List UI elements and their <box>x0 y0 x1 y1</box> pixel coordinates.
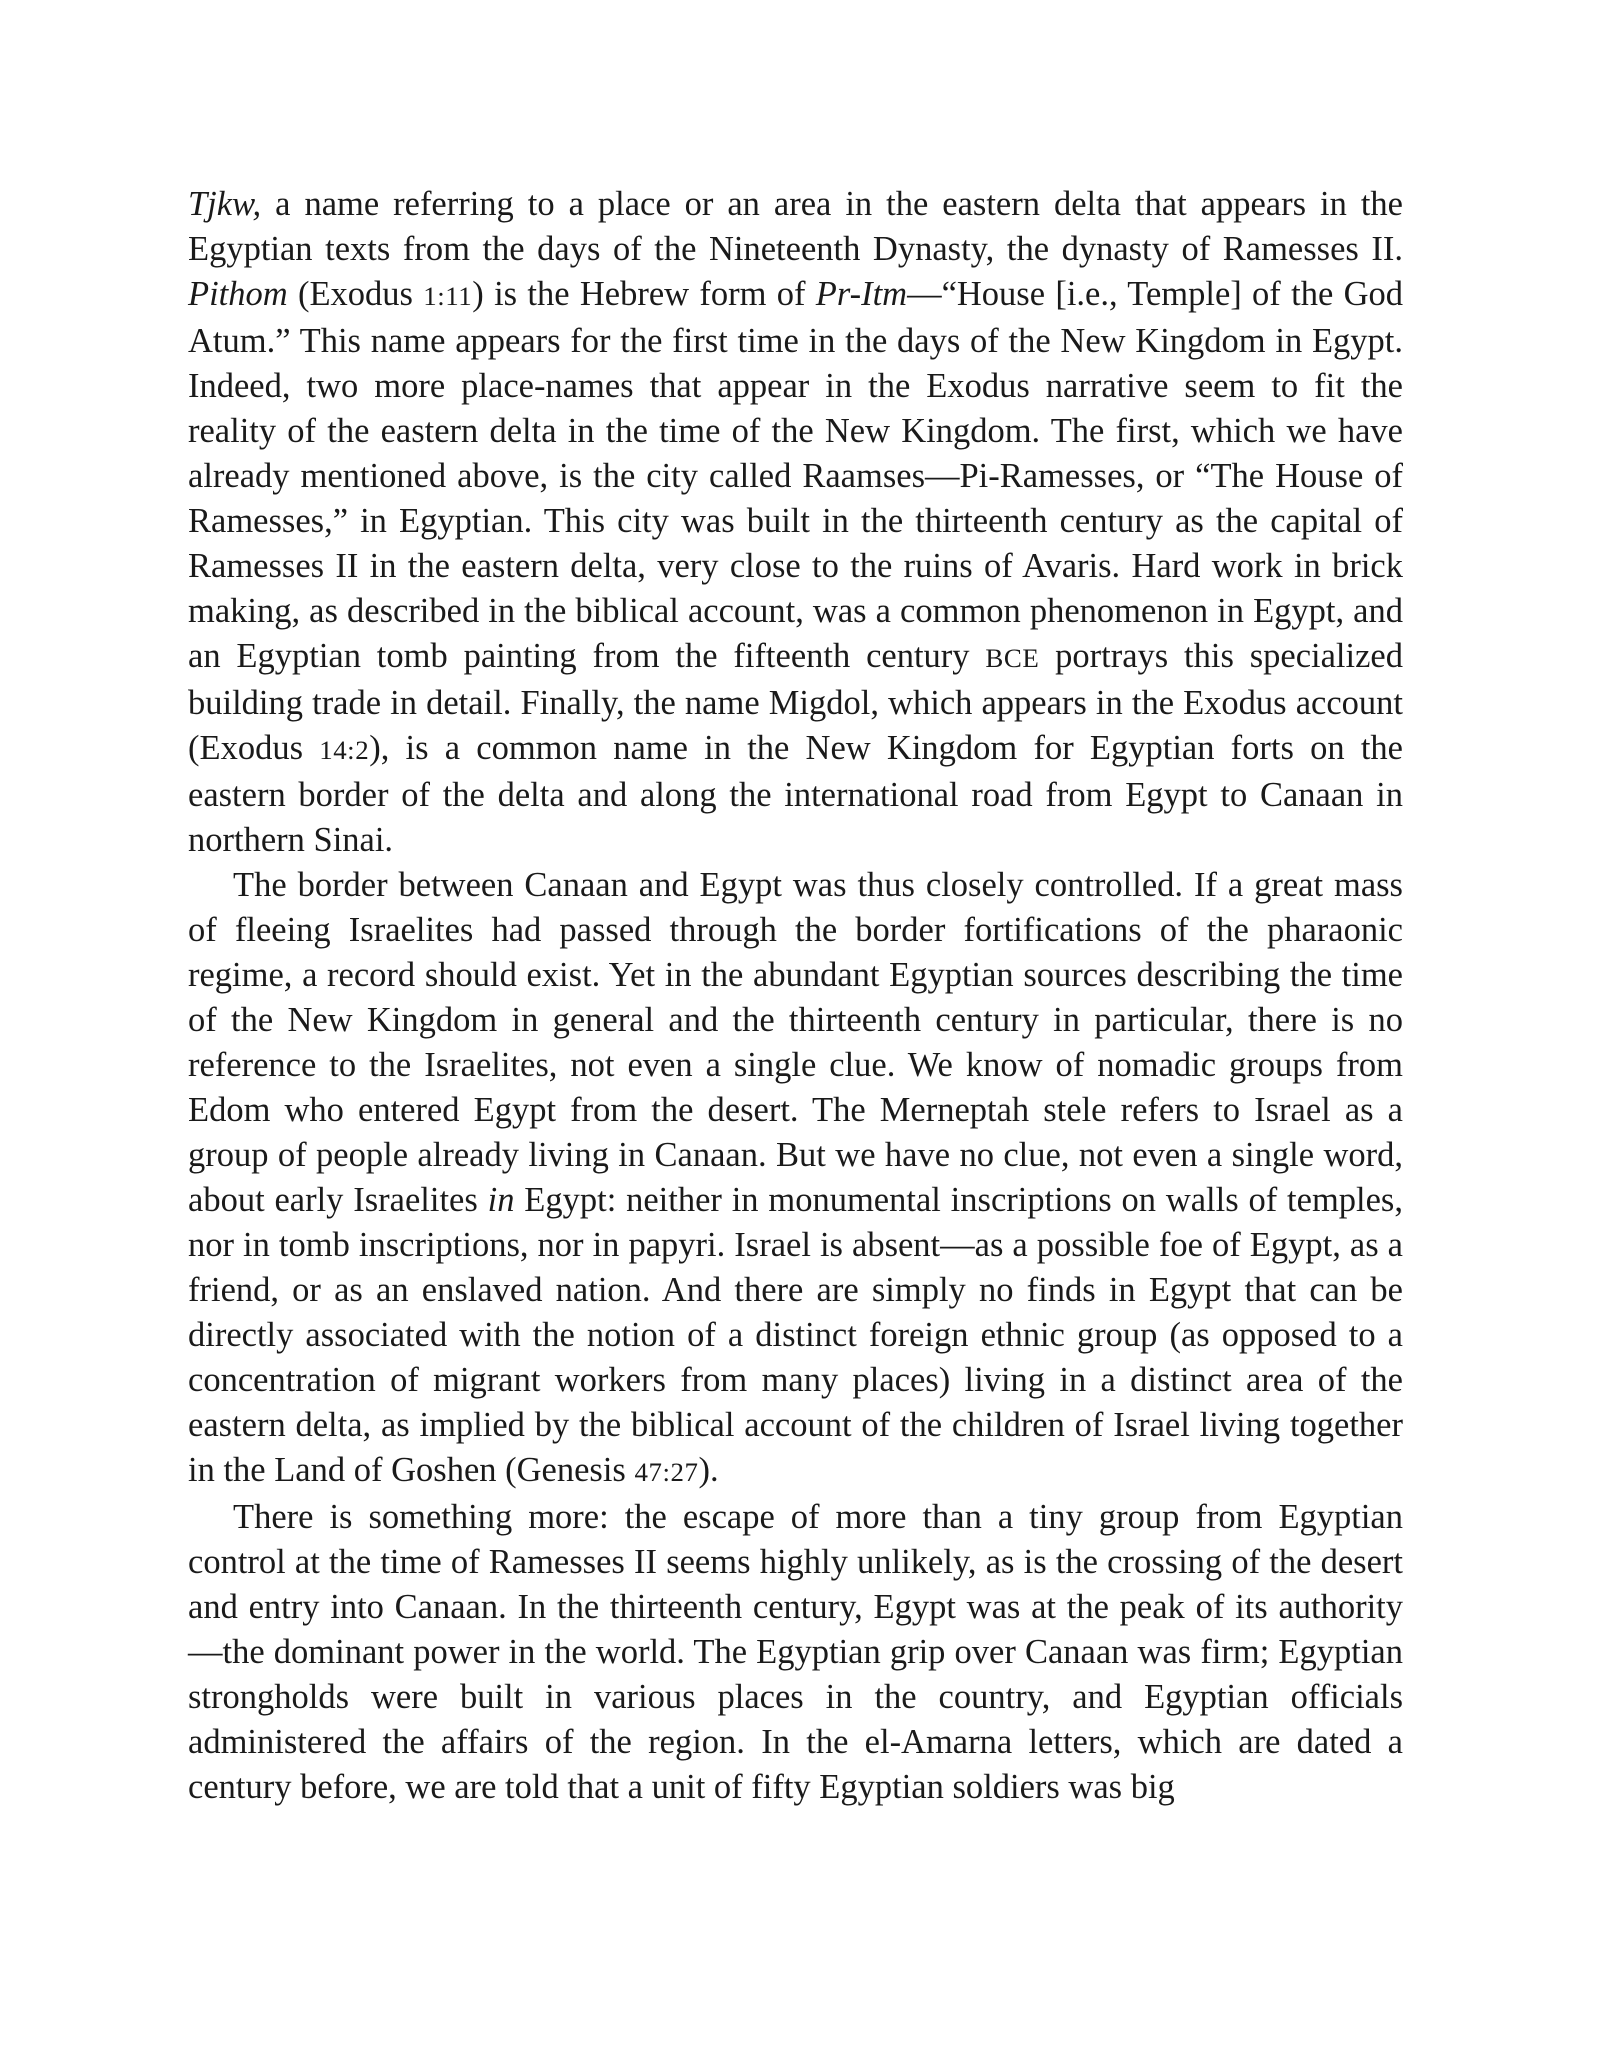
text-run: a name referring to a place or an area in the eastern delta that appears in the Egyptian texts from the days of the Nineteenth Dynasty, the dynasty of Ramesses II. <box>188 185 1403 268</box>
italic-term: Tjkw, <box>188 185 262 223</box>
paragraph-2 <box>188 863 1403 1495</box>
text-run: (Exodus <box>287 275 424 313</box>
text-run: —“House [i.e., Temple] of the God Atum.” This name appears for the first time in the days of the New Kingdom in Egypt. Indeed, two more place-names that appear in the Exodus narrative seem to fit the reality of the eastern delta in the time of the New Kingdom. The first, which we have already mentioned above, is the city called Raamses—Pi-Ramesses, or “The House of Ramesses,” in Egyptian. This city was built in the thirteenth century as the capital of Ramesses II in the eastern delta, very close to the ruins of Avaris. Hard work in brick making, as described in the biblical account, was a common phenomenon in Egypt, and an Egyptian tomb painting from the fifteenth century <box>188 275 1403 675</box>
text-run: Egypt: neither in monumental inscriptions on walls of temples, nor in tomb inscriptions, nor in papyri. Israel is absent—as a possible foe of Egypt, as a friend, or as an enslaved nation. And there are simply no finds in Egypt that can be directly associated with the notion of a distinct foreign ethnic group (as opposed to a concentration of migrant workers from many places) living in a distinct area of the eastern delta, as implied by the biblical account of the children of Israel living together in the Land of Goshen (Genesis <box>188 1181 1403 1489</box>
text-run: portrays this specialized building trade in detail. Finally, the name Migdol, which appears in the Exodus account (Exodus <box>188 637 1403 767</box>
paragraph-1 <box>188 182 1403 863</box>
paragraph-3 <box>188 1495 1403 1810</box>
italic-term: Pithom <box>188 275 288 313</box>
text-run: There is something more: the escape of more than a tiny group from Egyptian control at the time of Ramesses II seems highly unlikely, as is the crossing of the desert and entry into Canaan. In the thirteenth century, Egypt was at the peak of its authority—the dominant power in the world. The Egyptian grip over Canaan was firm; Egyptian strongholds were built in various places in the country, and Egyptian officials administered the affairs of the region. In the el-Amarna letters, which are dated a century before, we are told that a unit of fifty Egyptian soldiers was big <box>188 1498 1403 1806</box>
book-page-body <box>188 182 1403 1810</box>
text-run: ), is a common name in the New Kingdom for Egyptian forts on the eastern border of the delta and along the international road from Egypt to Canaan in northern Sinai. <box>188 729 1403 859</box>
verse-reference: 47:27 <box>634 1457 699 1487</box>
verse-reference: 14:2 <box>319 735 370 765</box>
text-run: The border between Canaan and Egypt was thus closely controlled. If a great mass of fleeing Israelites had passed through the border fortifications of the pharaonic regime, a record should exist. Yet in the abundant Egyptian sources describing the time of the New Kingdom in general and the thirteenth century in particular, there is no reference to the Israelites, not even a single clue. We know of nomadic groups from Edom who entered Egypt from the desert. The Merneptah stele refers to Israel as a group of people already living in Canaan. But we have no clue, not even a single word, about early Israelites <box>188 866 1403 1219</box>
verse-reference: 1:11 <box>423 281 473 311</box>
text-run: ) is the Hebrew form of <box>472 275 816 313</box>
italic-term: in <box>487 1181 515 1219</box>
italic-term: Pr-Itm <box>815 275 908 313</box>
text-run: ). <box>698 1451 719 1489</box>
era-abbreviation: BCE <box>985 643 1040 673</box>
